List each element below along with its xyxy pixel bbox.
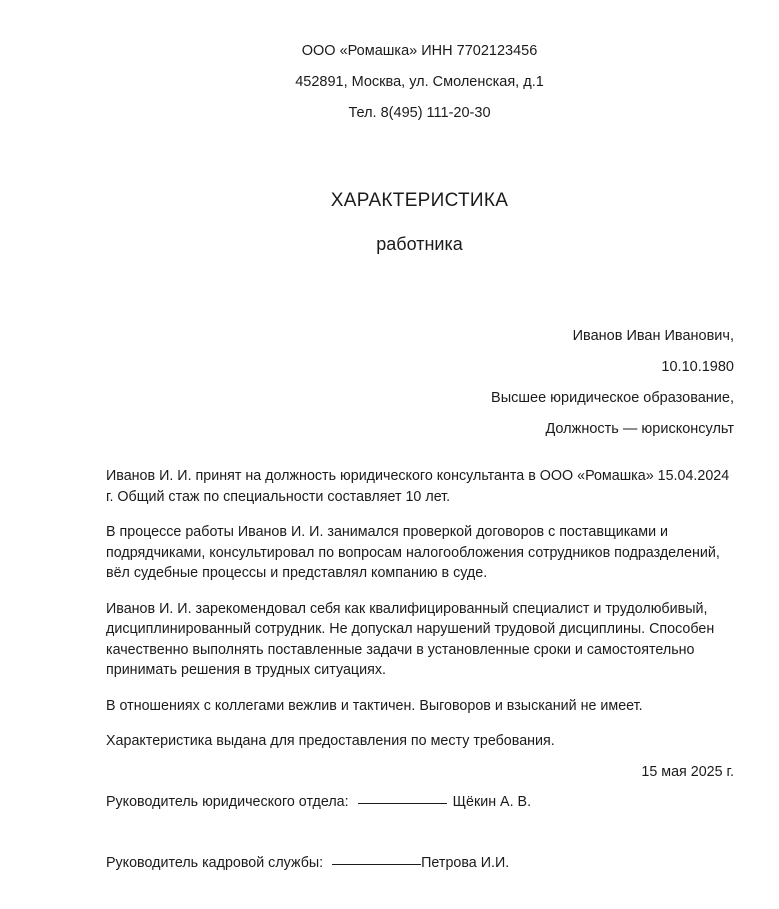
employee-education: Высшее юридическое образование, [491, 390, 734, 406]
signature-row-hr-head [106, 853, 734, 873]
document-title-block [106, 188, 733, 257]
body-paragraph: В отношениях с коллегами вежлив и тактичен. Выговоров и взысканий не имеет. [106, 697, 643, 714]
signature-rule [358, 792, 447, 804]
letterhead-company: ООО «Ромашка» ИНН 7702123456 [301, 43, 538, 59]
body-text-block [106, 466, 735, 752]
signature-name: Петрова И.И. [421, 855, 510, 871]
body-paragraph: Иванов И. И. принят на должность юридического консультанта в ООО «Ромашка» 15.04.2024 г. Общий стаж по специальности составляет 10 лет. [106, 468, 730, 505]
body-paragraph: Иванов И. И. зарекомендовал себя как квалифицированный специалист и трудолюбивый, дисциплинированный сотрудник. Не допускал нарушений трудовой дисциплины. Способен качественно выполнять поставленные задачи в установленные сроки и самостоятельно принимать решения в трудных ситуациях. [106, 600, 715, 678]
letterhead-block [106, 36, 733, 129]
signature-row-legal-head [106, 792, 734, 812]
employee-details-block [106, 321, 734, 445]
document-date: 15 мая 2025 г. [641, 764, 734, 780]
page-subtitle: работника [376, 234, 463, 254]
body-paragraph: В процессе работы Иванов И. И. занимался проверкой договоров с поставщиками и подрядчиками, консультировал по вопросам налогообложения сотрудников подразделений, вёл судебные процессы и представлял компанию в суде. [106, 524, 720, 581]
employee-full-name: Иванов Иван Иванович, [572, 328, 734, 344]
signature-name: Щёкин А. В. [452, 794, 532, 810]
signature-role-label: Руководитель кадровой службы: [106, 855, 324, 871]
employee-position: Должность — юрисконсульт [545, 421, 734, 437]
letterhead-phone: Тел. 8(495) 111-20-30 [348, 105, 491, 121]
signature-role-label: Руководитель юридического отдела: [106, 794, 349, 810]
page-title: ХАРАКТЕРИСТИКА [330, 190, 509, 211]
employee-birth-date: 10.10.1980 [661, 359, 734, 375]
letterhead-address: 452891, Москва, ул. Смоленская, д.1 [295, 74, 544, 90]
signature-rule [332, 853, 421, 865]
body-paragraph: Характеристика выдана для предоставления по месту требования. [106, 733, 555, 749]
